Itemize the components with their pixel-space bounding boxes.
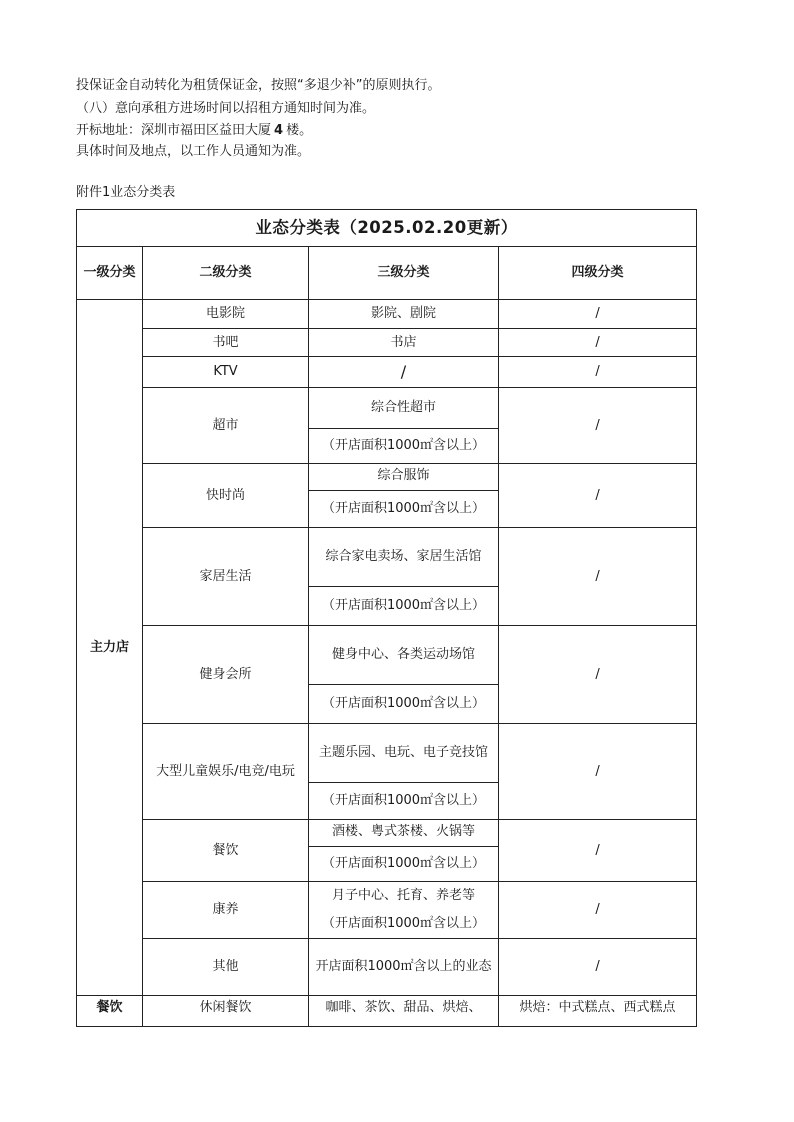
level2-cell: 家居生活	[143, 528, 309, 626]
level2-cell: 大型儿童娱乐/电竞/电玩	[143, 724, 309, 820]
level3-cell: 综合服饰	[309, 464, 499, 491]
group-anchor-stores: 主力店	[77, 300, 143, 996]
level2-cell: 餐饮	[143, 820, 309, 882]
attachment-caption: 附件1业态分类表	[76, 185, 176, 200]
level2-cell: KTV	[143, 357, 309, 388]
table-row	[77, 464, 697, 491]
level3-note-cell: （开店面积1000㎡含以上）	[309, 910, 499, 939]
intro-line-4: 具体时间及地点，以工作人员通知为准。	[76, 144, 311, 159]
table-header-row	[77, 247, 697, 300]
table-row	[77, 820, 697, 847]
table-row	[77, 724, 697, 783]
category-table	[76, 209, 697, 1027]
level3-cell: /	[309, 357, 499, 388]
level2-cell: 康养	[143, 882, 309, 939]
level3-cell: 月子中心、托育、养老等	[309, 882, 499, 911]
level3-cell: 酒楼、粤式茶楼、火锅等	[309, 820, 499, 847]
level4-cell: /	[499, 300, 697, 329]
table-row	[77, 882, 697, 911]
header-level3: 三级分类	[309, 247, 499, 300]
level3-note-cell: （开店面积1000㎡含以上）	[309, 847, 499, 882]
level2-cell: 快时尚	[143, 464, 309, 528]
table-row	[77, 939, 697, 996]
level4-cell: /	[499, 882, 697, 939]
level4-cell: /	[499, 724, 697, 820]
intro-line-1: 投保证金自动转化为租赁保证金，按照“多退少补”的原则执行。	[76, 78, 441, 93]
table-row	[77, 300, 697, 329]
level3-cell: 综合家电卖场、家居生活馆	[309, 528, 499, 587]
level3-note-cell: （开店面积1000㎡含以上）	[309, 685, 499, 724]
table-row	[77, 329, 697, 357]
level3-cell: 咖啡、茶饮、甜品、烘焙、	[309, 996, 499, 1027]
address-suffix: 楼。	[286, 123, 313, 138]
level3-cell: 健身中心、各类运动场馆	[309, 626, 499, 685]
level3-cell: 综合性超市	[309, 388, 499, 429]
level3-cell: 书店	[309, 329, 499, 357]
level3-cell: 主题乐园、电玩、电子竞技馆	[309, 724, 499, 783]
level2-cell: 书吧	[143, 329, 309, 357]
table-title-row	[77, 210, 697, 247]
level2-cell: 其他	[143, 939, 309, 996]
level3-note-cell: （开店面积1000㎡含以上）	[309, 587, 499, 626]
level2-cell: 健身会所	[143, 626, 309, 724]
address-label: 开标地址：深圳市福田区益田大厦	[76, 123, 272, 138]
table-title: 业态分类表（2025.02.20更新）	[77, 210, 697, 247]
table-row	[77, 626, 697, 685]
level4-cell: /	[499, 464, 697, 528]
table-row	[77, 388, 697, 429]
level4-cell: /	[499, 626, 697, 724]
level3-note-cell: （开店面积1000㎡含以上）	[309, 429, 499, 464]
level4-cell: /	[499, 939, 697, 996]
table-row	[77, 996, 697, 1027]
header-level1: 一级分类	[77, 247, 143, 300]
level3-cell: 开店面积1000㎡含以上的业态	[309, 939, 499, 996]
level4-cell: /	[499, 388, 697, 464]
level2-cell: 电影院	[143, 300, 309, 329]
table-row	[77, 528, 697, 587]
level3-note-cell: （开店面积1000㎡含以上）	[309, 783, 499, 820]
level3-note-cell: （开店面积1000㎡含以上）	[309, 491, 499, 528]
level2-cell: 超市	[143, 388, 309, 464]
address-floor: 4	[274, 123, 284, 138]
level4-cell: /	[499, 528, 697, 626]
group-dining: 餐饮	[77, 996, 143, 1027]
level4-cell: /	[499, 820, 697, 882]
header-level4: 四级分类	[499, 247, 697, 300]
intro-line-3	[76, 122, 312, 140]
level4-cell: /	[499, 329, 697, 357]
level4-cell: /	[499, 357, 697, 388]
table-row	[77, 357, 697, 388]
intro-line-2: （八）意向承租方进场时间以招租方通知时间为准。	[76, 101, 376, 116]
header-level2: 二级分类	[143, 247, 309, 300]
level2-cell: 休闲餐饮	[143, 996, 309, 1027]
level4-cell: 烘焙：中式糕点、西式糕点	[499, 996, 697, 1027]
level3-cell: 影院、剧院	[309, 300, 499, 329]
